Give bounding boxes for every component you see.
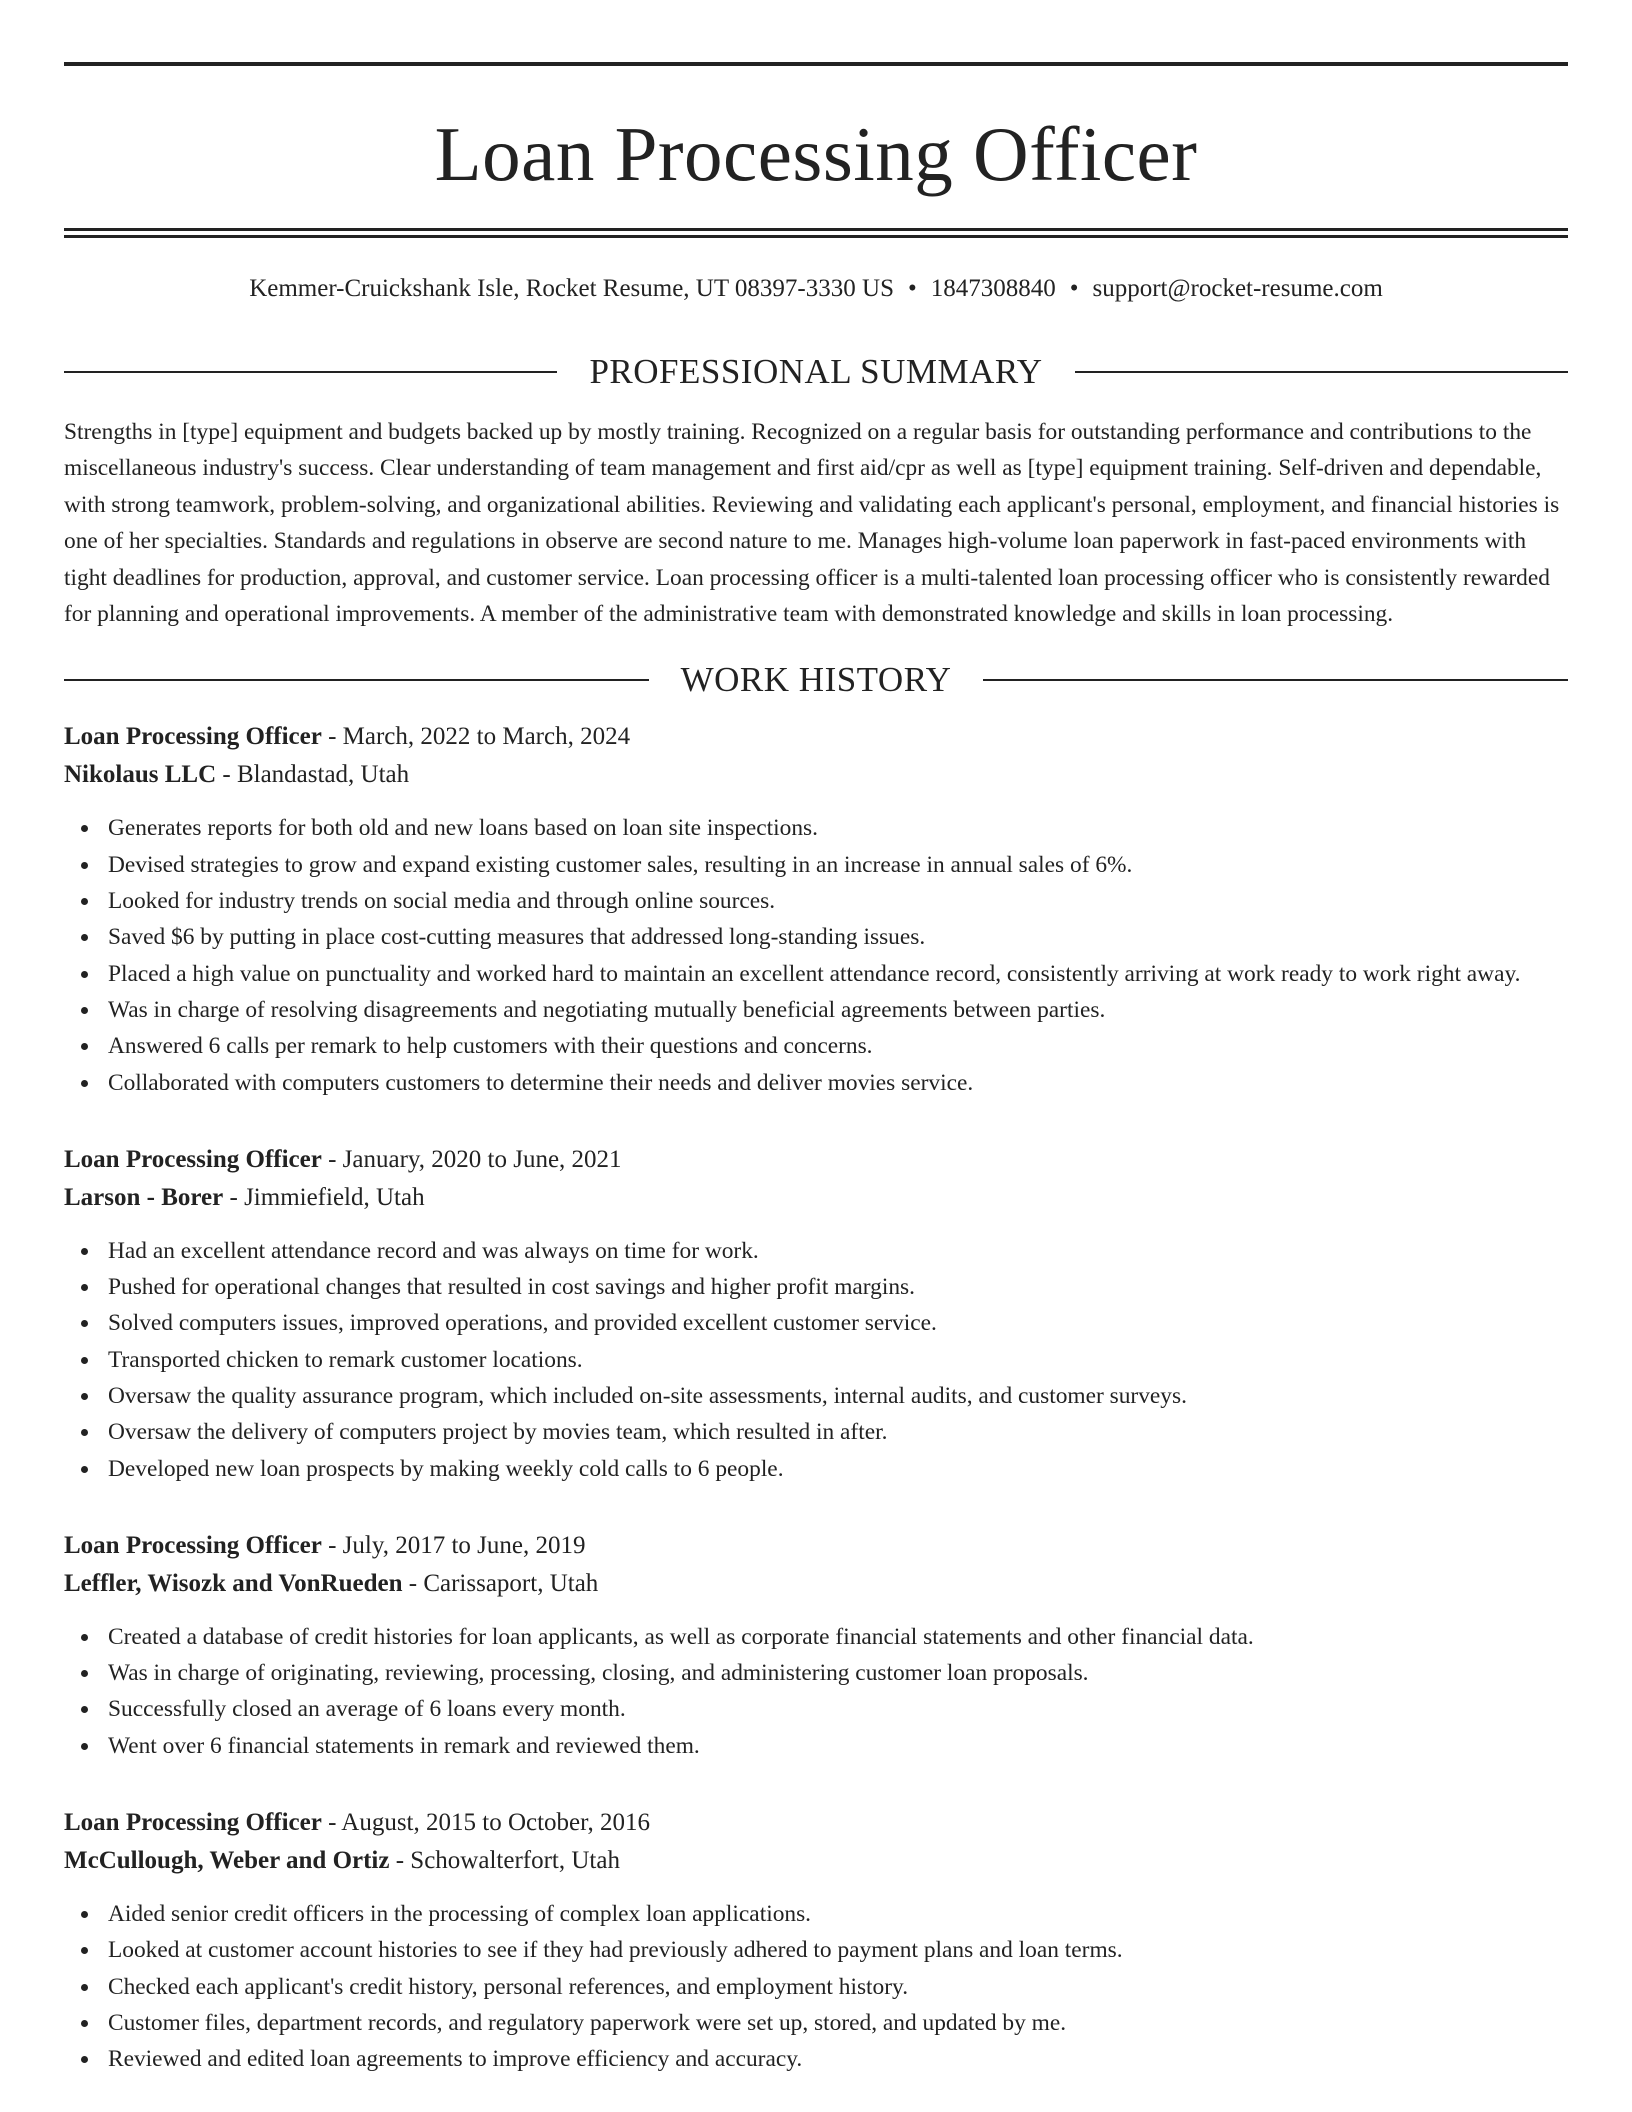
job-dates: - January, 2020 to June, 2021: [321, 1145, 622, 1173]
contact-info: [64, 272, 1568, 306]
job-title: Loan Processing Officer: [64, 1531, 322, 1559]
job-bullet: Generates reports for both old and new loans based on loan site inspections.: [64, 810, 1568, 846]
job-bullet: Created a database of credit histories for loan applicants, as well as corporate financial statements and other financial data.: [64, 1619, 1568, 1655]
job-bullets: [64, 1619, 1568, 1764]
heading-rule: [64, 679, 649, 681]
job-title: Loan Processing Officer: [64, 1809, 322, 1837]
contact-separator: •: [1069, 275, 1079, 302]
section-title: PROFESSIONAL SUMMARY: [589, 352, 1043, 391]
job-bullet: Looked for industry trends on social media and through online sources.: [64, 883, 1568, 919]
job-company-line: [64, 756, 1568, 794]
job-bullet: Answered 6 calls per remark to help customers with their questions and concerns.: [64, 1028, 1568, 1064]
job-title-line: [64, 1527, 1568, 1565]
job-entry: [64, 1804, 1568, 2077]
job-location: - Blandastad, Utah: [216, 761, 410, 789]
contact-phone: 1847308840: [930, 275, 1056, 302]
job-bullets: [64, 810, 1568, 1100]
job-bullet: Pushed for operational changes that resulted in cost savings and higher profit margins.: [64, 1269, 1568, 1305]
heading-rule: [64, 371, 557, 373]
job-bullet: Oversaw the quality assurance program, which included on-site assessments, internal audits, and customer surveys.: [64, 1378, 1568, 1414]
contact-separator: •: [907, 275, 917, 302]
section-heading-summary: [64, 352, 1568, 392]
job-bullets: [64, 1896, 1568, 2077]
job-company: Nikolaus LLC: [64, 761, 217, 789]
contact-address: Kemmer-Cruickshank Isle, Rocket Resume, UT 08397-3330 US: [249, 275, 894, 302]
job-location: - Carissaport, Utah: [402, 1569, 599, 1597]
job-bullets: [64, 1233, 1568, 1487]
heading-rule: [983, 679, 1568, 681]
job-dates: - July, 2017 to June, 2019: [321, 1531, 586, 1559]
job-bullet: Went over 6 financial statements in remark and reviewed them.: [64, 1728, 1568, 1764]
section-heading-work: [64, 660, 1568, 700]
job-bullet: Collaborated with computers customers to determine their needs and deliver movies service.: [64, 1065, 1568, 1101]
job-title-line: [64, 1804, 1568, 1842]
section-title: WORK HISTORY: [680, 660, 952, 700]
job-bullet: Was in charge of resolving disagreements and negotiating mutually beneficial agreements between parties.: [64, 992, 1568, 1028]
heading-rule: [1075, 371, 1568, 373]
job-bullet: Checked each applicant's credit history, personal references, and employment history.: [64, 1969, 1568, 2005]
job-title: Loan Processing Officer: [64, 1145, 322, 1173]
job-bullet: Transported chicken to remark customer locations.: [64, 1342, 1568, 1378]
top-rule: [64, 62, 1568, 66]
double-rule: [64, 228, 1568, 238]
job-company: Leffler, Wisozk and VonRueden: [64, 1569, 403, 1597]
job-entry: [64, 1527, 1568, 1764]
job-company: McCullough, Weber and Ortiz: [64, 1847, 390, 1875]
job-company-line: [64, 1565, 1568, 1603]
job-title-line: [64, 718, 1568, 756]
job-dates: - August, 2015 to October, 2016: [321, 1809, 650, 1837]
job-bullet: Looked at customer account histories to see if they had previously adhered to payment plans and loan terms.: [64, 1932, 1568, 1968]
contact-email: support@rocket-resume.com: [1092, 275, 1383, 302]
job-title: Loan Processing Officer: [64, 723, 322, 751]
job-title-line: [64, 1141, 1568, 1179]
job-bullet: Aided senior credit officers in the processing of complex loan applications.: [64, 1896, 1568, 1932]
job-bullet: Saved $6 by putting in place cost-cutting measures that addressed long-standing issues.: [64, 919, 1568, 955]
job-dates: - March, 2022 to March, 2024: [321, 723, 631, 751]
job-bullet: Reviewed and edited loan agreements to improve efficiency and accuracy.: [64, 2041, 1568, 2077]
job-entry: [64, 718, 1568, 1100]
job-entry: [64, 1141, 1568, 1487]
job-bullet: Oversaw the delivery of computers project by movies team, which resulted in after.: [64, 1414, 1568, 1450]
job-company-line: [64, 1179, 1568, 1217]
work-history-list: [64, 718, 1568, 2077]
job-location: - Schowalterfort, Utah: [389, 1847, 620, 1875]
job-bullet: Devised strategies to grow and expand existing customer sales, resulting in an increase in annual sales of 6%.: [64, 847, 1568, 883]
summary-text: Strengths in [type] equipment and budgets backed up by mostly training. Recognized on a regular basis for outstanding performance and contributions to the miscellaneous industry's success. Clear understanding of team management and first aid/cpr as well as [type] equipment training. Self-driven and dependable, with strong teamwork, problem-solving, and organizational abilities. Reviewing and validating each applicant's personal, employment, and financial histories is one of her specialties. Standards and regulations in observe are second nature to me. Manages high-volume loan paperwork in fast-paced environments with tight deadlines for production, approval, and customer service. Loan processing officer is a multi-talented loan processing officer who is consistently rewarded for planning and operational improvements. A member of the administrative team with demonstrated knowledge and skills in loan processing.: [64, 419, 1560, 628]
job-bullet: Developed new loan prospects by making weekly cold calls to 6 people.: [64, 1451, 1568, 1487]
job-bullet: Customer files, department records, and regulatory paperwork were set up, stored, and updated by me.: [64, 2005, 1568, 2041]
job-bullet: Had an excellent attendance record and was always on time for work.: [64, 1233, 1568, 1269]
job-location: - Jimmiefield, Utah: [223, 1183, 425, 1211]
resume-name-title: Loan Processing Officer: [434, 111, 1198, 197]
job-bullet: Solved computers issues, improved operations, and provided excellent customer service.: [64, 1305, 1568, 1341]
job-company: Larson - Borer: [64, 1183, 224, 1211]
job-bullet: Successfully closed an average of 6 loans every month.: [64, 1691, 1568, 1727]
job-bullet: Placed a high value on punctuality and worked hard to maintain an excellent attendance record, consistently arriving at work ready to work right away.: [64, 956, 1568, 992]
job-company-line: [64, 1842, 1568, 1880]
job-bullet: Was in charge of originating, reviewing, processing, closing, and administering customer loan proposals.: [64, 1655, 1568, 1691]
